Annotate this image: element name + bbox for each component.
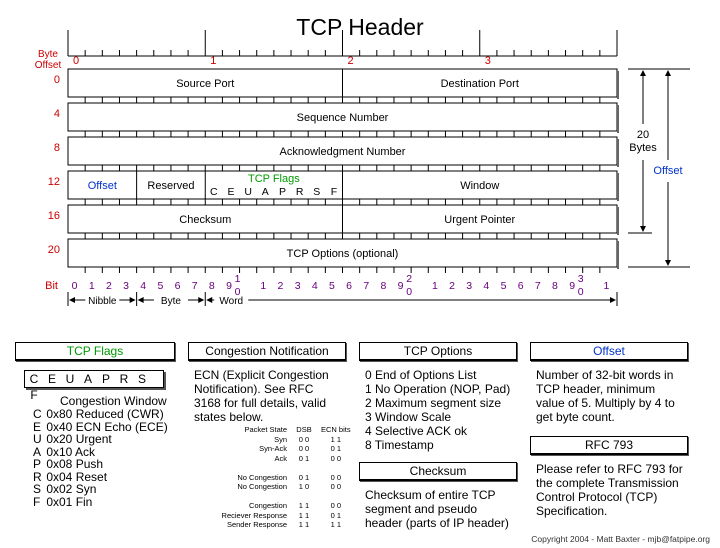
ecn-table-cell: Syn-Ack [259, 444, 287, 453]
ecn-table-cell: 0 1 [298, 453, 310, 463]
ecn-table-row [195, 435, 353, 445]
tcp-option-item: 2 Maximum segment size [365, 396, 502, 410]
ecn-table-cell: 0 1 [330, 510, 342, 520]
bit-ruler-label: 5 [157, 280, 164, 292]
flag-box-letter: R [119, 372, 129, 386]
ecn-table-cell: 0 1 [330, 444, 342, 453]
bit-ruler-label: 5 [500, 280, 507, 292]
ecn-table-cell: 1 1 [298, 520, 310, 529]
byte-ruler-label: 2 [347, 55, 354, 67]
rfc-line: Please refer to RFC 793 for [536, 462, 683, 476]
flag-box-letter: E [47, 372, 56, 386]
rfc-description [536, 462, 683, 518]
ecn-table-cell: 1 1 [330, 520, 342, 529]
flag-item-letter: C [33, 407, 42, 421]
flag-item-text: 0x02 Syn [43, 482, 97, 496]
flag-item-text: 0x20 Urgent [43, 432, 112, 446]
ecn-table-cell [319, 463, 353, 473]
word-label: Word [219, 296, 244, 307]
flag-box-letter: P [101, 372, 110, 386]
bit-ruler-label: 0 [406, 286, 413, 298]
bit-ruler-label: 8 [380, 280, 387, 292]
bit-ruler-label: 4 [140, 280, 147, 292]
flag-box-letter: C [29, 372, 39, 386]
bit-ruler-label: 1 [260, 280, 267, 292]
ecn-table-row [195, 492, 353, 502]
sequence-number-field: Sequence Number [296, 112, 389, 124]
bit-ruler-label: 2 [406, 273, 413, 285]
bit-ruler-label: 1 [88, 280, 95, 292]
bit-ruler-label: 8 [208, 280, 215, 292]
offset-line: get byte count. [536, 410, 615, 424]
ecn-table-cell [289, 463, 319, 473]
bit-ruler-label: 0 [234, 286, 241, 298]
flag-letter: A [261, 186, 269, 198]
ecn-table-row [195, 511, 353, 521]
byte-ruler-label: 0 [72, 55, 80, 67]
checksum-field: Checksum [179, 214, 232, 226]
ecn-table-cell: Congestion [249, 501, 287, 510]
flag-item-letter: P [33, 457, 42, 471]
ecn-table-row [195, 444, 353, 454]
byte-offset-value: 8 [53, 142, 60, 154]
congestion-panel-heading: Congestion Notification [188, 342, 346, 361]
tcp-options-list [365, 368, 510, 452]
bit-ruler-label: 9 [569, 280, 576, 292]
congestion-window-label: Congestion Window [60, 394, 167, 408]
tcp-option-item: 1 No Operation (NOP, Pad) [365, 382, 511, 396]
rfc-panel-heading: RFC 793 [530, 436, 688, 455]
offset-line: Number of 32-bit words in [536, 368, 674, 382]
word-arrow-head [610, 297, 616, 303]
bit-ruler-label: 0 [71, 280, 78, 292]
flag-item-text: 0x40 ECN Echo (ECE) [43, 419, 168, 434]
flag-letter: P [278, 186, 286, 198]
ecn-table-row [195, 473, 353, 483]
nibble-label: Nibble [88, 296, 117, 307]
flag-letter: F [330, 186, 338, 198]
rfc-line: the complete Transmission [536, 476, 679, 490]
bit-ruler-label: 1 [431, 280, 438, 292]
tcp-flags-field: TCP Flags [247, 173, 300, 185]
ecn-table-row [195, 482, 353, 492]
flag-letter: R [295, 186, 304, 198]
congestion-line: Notification). See RFC [194, 382, 314, 396]
tcp-flags-list [33, 408, 168, 508]
row-shadow [617, 105, 619, 133]
flag-item-letter: E [33, 419, 42, 434]
flag-box-letter: S [137, 372, 146, 386]
flag-item-letter: S [33, 482, 42, 496]
ecn-table-cell: 1 1 [330, 434, 342, 444]
word-arrow-head [206, 297, 212, 303]
bytes-arrow-down [640, 226, 646, 232]
bit-ruler-label: 6 [174, 280, 181, 292]
checksum-line: segment and pseudo [365, 502, 478, 516]
ecn-table-cell [289, 492, 319, 502]
byte-offset-value: 20 [47, 244, 60, 256]
ecn-table-cell [195, 492, 289, 502]
offset-dimension-label: Offset [653, 165, 683, 177]
ecn-table-cell: 0 1 [298, 472, 310, 482]
bytes-20-label: Bytes [629, 142, 657, 154]
offset-field: Offset [87, 180, 117, 192]
tcp-option-item: 8 Timestamp [365, 438, 434, 452]
tcp-options-field: TCP Options (optional) [286, 248, 399, 260]
row-shadow [617, 207, 619, 235]
ack-number-field: Acknowledgment Number [279, 146, 406, 158]
ecn-table-header [195, 425, 353, 435]
flag-letter: S [313, 186, 321, 198]
rfc-line: Control Protocol (TCP) [536, 490, 658, 504]
flag-letter: U [244, 186, 252, 198]
tcp-option-item: 3 Window Scale [365, 410, 452, 424]
bit-ruler-label: 3 [466, 280, 473, 292]
checksum-description [365, 488, 509, 530]
copyright-text: Copyright 2004 - Matt Baxter - mjb@fatpipe.org [531, 534, 710, 544]
flag-item-text: 0x10 Ack [43, 444, 96, 459]
ecn-table-cell: 0 0 [330, 472, 342, 482]
flag-box-letter: A [83, 372, 92, 386]
ecn-table-cell: Ack [274, 453, 287, 463]
bit-ruler-label: 4 [311, 280, 318, 292]
byte-arrow-head [198, 297, 204, 303]
byte-offset-value: 0 [53, 74, 60, 86]
row-shadow [617, 139, 619, 167]
flag-item-text: 0x08 Push [43, 457, 104, 471]
page-title: TCP Header [296, 14, 424, 40]
byte-label: Byte [160, 296, 181, 307]
flag-item [33, 496, 168, 509]
ecn-table-cell: ECN bits [321, 425, 351, 434]
ecn-table-cell: 0 0 [298, 434, 310, 444]
bit-ruler-label: 2 [277, 280, 284, 292]
ecn-table-row [195, 463, 353, 473]
bit-ruler-label: 7 [191, 280, 198, 292]
bit-ruler-label: 6 [517, 280, 524, 292]
bit-ruler-label: 1 [603, 280, 610, 292]
diagram-lines [68, 30, 690, 306]
ecn-table-row [195, 454, 353, 464]
row-shadow [617, 173, 619, 201]
bit-ruler-label: 7 [534, 280, 541, 292]
ecn-table-cell: DSB [296, 425, 312, 434]
bit-ruler-label: 9 [226, 280, 232, 292]
ecn-table-cell: Reciever Response [221, 510, 287, 520]
bytes-20-label: 20 [636, 129, 650, 141]
ecn-table-cell [195, 463, 289, 473]
rfc-line: Specification. [536, 504, 608, 518]
ecn-states-table [195, 425, 353, 530]
flag-item-text: 0x01 Fin [43, 494, 93, 509]
tcp-option-item: 4 Selective ACK ok [365, 424, 468, 438]
urgent-pointer-field: Urgent Pointer [444, 214, 516, 226]
flag-letter: C [210, 186, 218, 198]
congestion-line: 3168 for full details, valid [194, 396, 327, 410]
ecn-table-cell: 1 1 [298, 501, 310, 510]
bit-label: Bit [45, 280, 58, 292]
flag-letter: E [227, 186, 235, 198]
ecn-table-cell: Syn [274, 434, 287, 444]
byte-ruler-label: 3 [484, 55, 491, 67]
byte-offset-value: 12 [47, 176, 60, 188]
ecn-table-cell: 0 0 [330, 501, 342, 510]
byte-arrow-head [138, 297, 144, 303]
bit-ruler-label: 7 [363, 280, 370, 292]
congestion-line: states below. [194, 410, 264, 424]
bit-ruler-label: 3 [123, 280, 129, 292]
bit-ruler-label: 5 [329, 280, 335, 292]
row-shadow [617, 71, 619, 99]
ecn-table-cell: No Congestion [237, 472, 287, 482]
row-shadow [617, 241, 619, 269]
bit-ruler-label: 8 [552, 280, 558, 292]
byte-offset-value: 16 [47, 210, 60, 222]
bit-ruler-label: 3 [577, 273, 584, 285]
ecn-table-cell: Packet State [244, 425, 287, 434]
flag-item-letter: R [33, 469, 42, 484]
ecn-table-cell: Sender Response [226, 520, 287, 529]
bit-ruler-label: 3 [294, 280, 301, 292]
flag-item-text: 0x80 Reduced (CWR) [43, 407, 164, 421]
tcp-option-item: 0 End of Options List [365, 368, 477, 382]
ecn-table-cell [319, 492, 353, 502]
bit-ruler-label: 4 [483, 280, 490, 292]
bit-ruler-label: 1 [234, 273, 241, 285]
bit-ruler-label: 6 [346, 280, 352, 292]
nibble-arrow-head [130, 297, 136, 303]
ecn-table-cell: 0 0 [330, 482, 342, 491]
tcp-flags-panel-heading: TCP Flags [15, 342, 175, 361]
bit-ruler-label: 2 [449, 280, 455, 292]
byte-ruler-label: 1 [210, 55, 217, 67]
ecn-table-cell: No Congestion [237, 482, 287, 491]
offset-arrow-down [665, 260, 671, 266]
offset-description [536, 368, 675, 424]
ecn-table-cell: 0 0 [298, 444, 310, 453]
byte-offset-label: Offset [34, 60, 62, 71]
congestion-line: ECN (Explicit Congestion [194, 368, 329, 382]
offset-arrow-up [665, 70, 671, 76]
checksum-line: Checksum of entire TCP [365, 488, 496, 502]
congestion-description [194, 368, 329, 424]
byte-offset-value: 4 [53, 108, 60, 120]
bit-ruler-label: 9 [397, 280, 404, 292]
ecn-table-cell: 1 0 [298, 482, 310, 491]
reserved-field: Reserved [147, 180, 195, 192]
source-port-field: Source Port [176, 78, 235, 90]
tcp-options-panel-heading: TCP Options [359, 342, 517, 361]
nibble-arrow-head [69, 297, 75, 303]
bit-ruler-label: 2 [105, 280, 112, 292]
ecn-table-cell: 0 0 [330, 453, 342, 463]
bytes-arrow-up [640, 70, 646, 76]
flag-box-letter: F [30, 388, 38, 402]
offset-line: value of 5. Multiply by 4 to [536, 396, 675, 410]
byte-offset-label: Byte [37, 49, 59, 60]
flag-item-letter: F [33, 494, 41, 509]
checksum-panel-heading: Checksum [359, 462, 517, 481]
offset-panel-heading: Offset [530, 342, 688, 361]
bit-ruler-label: 0 [577, 286, 584, 298]
window-field: Window [460, 180, 500, 192]
ecn-table-row [195, 520, 353, 530]
ecn-table-row [195, 501, 353, 511]
offset-line: TCP header, minimum [536, 382, 656, 396]
destination-port-field: Destination Port [440, 78, 519, 90]
flag-item-letter: A [33, 444, 42, 459]
flag-item-text: 0x04 Reset [43, 469, 108, 484]
ecn-table-cell: 1 1 [298, 510, 310, 520]
flag-box-letter: U [65, 372, 75, 386]
checksum-line: header (parts of IP header) [365, 516, 509, 530]
flag-item-letter: U [33, 432, 42, 446]
